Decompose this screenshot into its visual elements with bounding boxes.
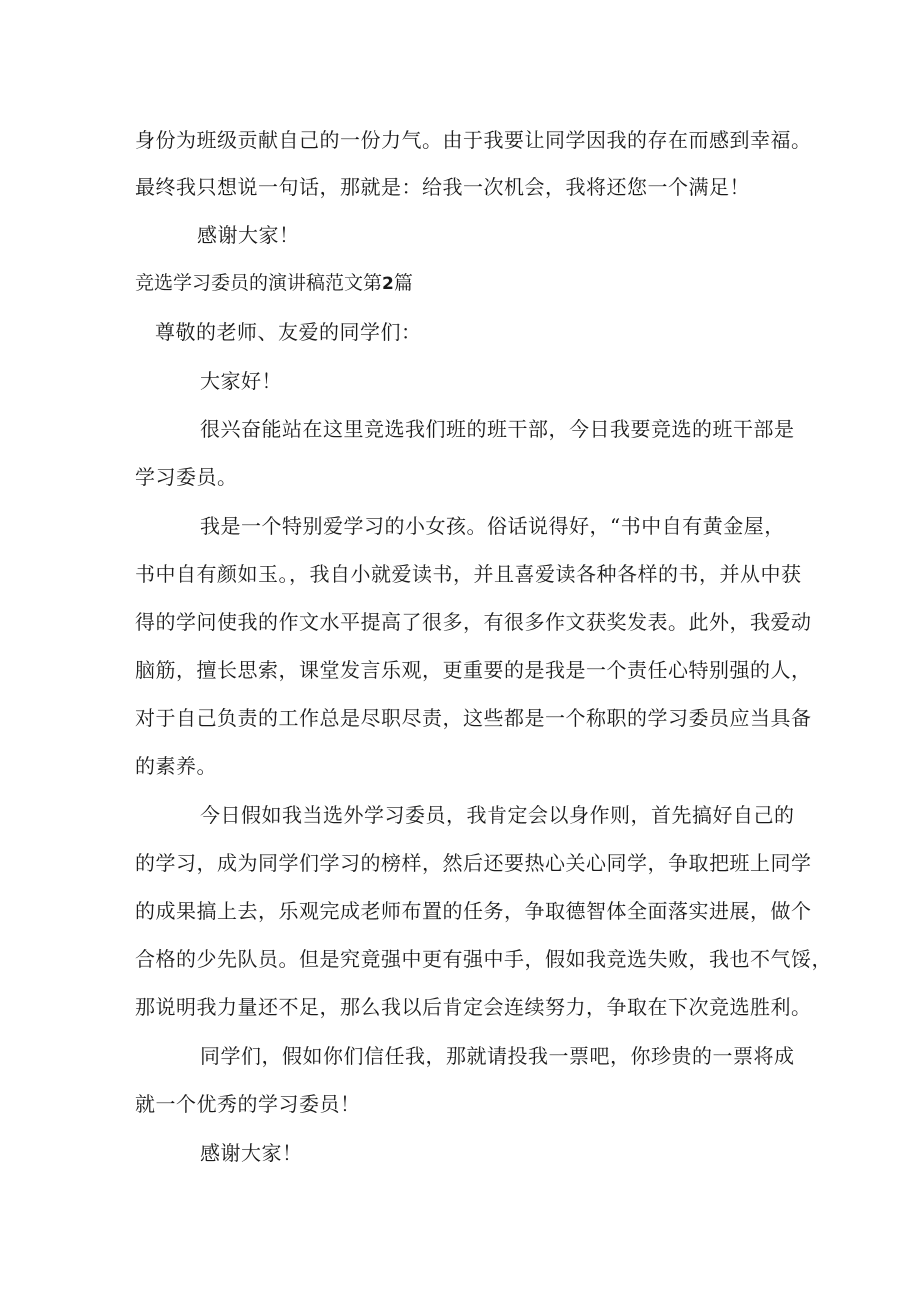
paragraph-line: 最终我只想说一句话，那就是：给我一次机会，我将还您一个满足！ [135, 175, 750, 199]
paragraph-line: 的学习，成为同学们学习的榜样，然后还要热心关心同学，争取把班上同学 [135, 851, 812, 875]
paragraph-line: 合格的少先队员。但是究竟强中更有强中手，假如我竞选失败，我也不气馁， [135, 947, 832, 971]
heading-prefix: 竞选学习委员的演讲稿范文第 [135, 272, 383, 294]
salutation: 尊敬的老师、友爱的同学们： [155, 320, 422, 344]
closing-thanks: 感谢大家！ [197, 223, 300, 247]
heading-number: 2 [382, 274, 394, 294]
paragraph-line: 就一个优秀的学习委员！ [135, 1092, 361, 1116]
paragraph-line: 脑筋，擅长思索，课堂发言乐观，更重要的是我是一个责任心特别强的人， [135, 658, 812, 682]
paragraph-line: 的素养。 [135, 754, 217, 778]
heading-suffix: 篇 [393, 272, 413, 294]
paragraph-line: 很兴奋能站在这里竞选我们班的班干部，今日我要竞选的班干部是 [200, 417, 795, 441]
paragraph-line: 同学们，假如你们信任我，那就请投我一票吧，你珍贵的一票将成 [200, 1044, 795, 1068]
paragraph-line: 学习委员。 [135, 465, 238, 489]
paragraph-line: 我是一个特别爱学习的小女孩。俗话说得好，“书中自有黄金屋， [200, 514, 785, 538]
paragraph-line: 今日假如我当选外学习委员，我肯定会以身作则，首先搞好自己的 [200, 803, 795, 827]
paragraph-line: 得的学问使我的作文水平提高了很多，有很多作文获奖发表。此外，我爱动 [135, 610, 812, 634]
paragraph-line: 身份为班级贡献自己的一份力气。由于我要让同学因我的存在而感到幸福。 [135, 128, 812, 152]
paragraph-line: 书中自有颜如玉。，我自小就爱读书，并且喜爱读各种各样的书，并从中获 [135, 562, 802, 586]
paragraph-line: 那说明我力量还不足，那么我以后肯定会连续努力，争取在下次竞选胜利。 [135, 995, 812, 1019]
section-heading [135, 269, 413, 298]
paragraph-line: 的成果搞上去，乐观完成老师布置的任务，争取德智体全面落实进展，做个 [135, 899, 812, 923]
greeting: 大家好！ [200, 369, 282, 393]
closing-thanks: 感谢大家！ [200, 1141, 303, 1165]
paragraph-line: 对于自己负责的工作总是尽职尽责，这些都是一个称职的学习委员应当具备 [135, 706, 812, 730]
